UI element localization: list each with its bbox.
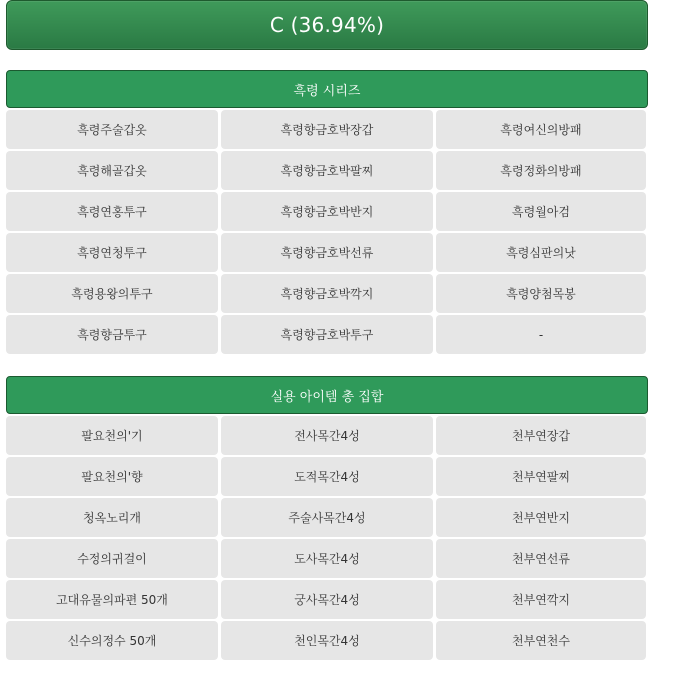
result-banner [6, 0, 648, 50]
item-cell[interactable] [436, 621, 646, 660]
item-label: 흑령향금호박장갑 [280, 123, 374, 137]
item-cell[interactable] [221, 151, 433, 190]
item-label: 천부연깍지 [512, 593, 570, 607]
item-label: 고대유물의파편 50개 [56, 593, 168, 607]
item-cell[interactable] [6, 621, 218, 660]
item-label: 흑령향금호박선류 [280, 246, 374, 260]
item-label: 흑령정화의방패 [500, 164, 582, 178]
item-cell[interactable] [6, 315, 218, 354]
item-label: 도적목간4성 [294, 470, 360, 484]
item-grid [6, 416, 648, 660]
section-utility-items [6, 376, 648, 660]
item-label: 흑령심판의낫 [506, 246, 576, 260]
item-cell[interactable] [436, 416, 646, 455]
item-cell[interactable] [6, 498, 218, 537]
item-label: 신수의정수 50개 [67, 634, 157, 648]
section-header [6, 376, 648, 414]
item-label: 전사목간4성 [294, 429, 360, 443]
item-cell[interactable] [436, 151, 646, 190]
item-cell[interactable] [221, 621, 433, 660]
item-grid [6, 110, 648, 354]
item-label: 팔요천의'향 [81, 470, 143, 484]
item-cell[interactable] [221, 498, 433, 537]
item-label: 천부연천수 [512, 634, 570, 648]
item-cell[interactable] [6, 110, 218, 149]
item-cell[interactable] [221, 416, 433, 455]
item-label: 흑령용왕의투구 [71, 287, 153, 301]
item-cell[interactable] [6, 539, 218, 578]
item-label: 흑령연청투구 [77, 246, 147, 260]
item-label: 흑령향금호박깍지 [280, 287, 374, 301]
item-cell[interactable] [6, 580, 218, 619]
item-label: 흑령향금호박팔찌 [280, 164, 374, 178]
item-cell[interactable] [436, 233, 646, 272]
item-cell[interactable] [221, 457, 433, 496]
item-cell[interactable] [6, 274, 218, 313]
item-cell[interactable] [221, 192, 433, 231]
item-cell[interactable] [6, 416, 218, 455]
item-label: - [538, 327, 544, 342]
section-black-series [6, 70, 648, 354]
item-cell[interactable] [6, 233, 218, 272]
item-cell[interactable] [221, 539, 433, 578]
item-label: 흑령월아검 [512, 205, 570, 219]
item-label: 천부연장갑 [512, 429, 570, 443]
item-label: 청옥노리개 [83, 511, 141, 525]
item-cell[interactable] [221, 110, 433, 149]
section-title: 흑령 시리즈 [293, 83, 361, 99]
item-label: 궁사목간4성 [294, 593, 360, 607]
item-cell[interactable] [436, 539, 646, 578]
item-label: 흑령양첨목봉 [506, 287, 576, 301]
item-label: 흑령연홍투구 [77, 205, 147, 219]
item-cell[interactable] [436, 274, 646, 313]
item-cell[interactable] [436, 110, 646, 149]
item-cell[interactable] [436, 457, 646, 496]
item-label: 천부연선류 [512, 552, 570, 566]
item-label: 팔요천의'기 [81, 429, 143, 443]
item-label: 흑령주술갑옷 [77, 123, 147, 137]
item-label: 흑령해골갑옷 [77, 164, 147, 178]
item-cell[interactable] [436, 498, 646, 537]
item-label: 천인목간4성 [294, 634, 360, 648]
item-label: 천부연반지 [512, 511, 570, 525]
item-cell[interactable] [6, 151, 218, 190]
item-cell[interactable] [221, 233, 433, 272]
item-cell[interactable] [436, 192, 646, 231]
item-cell[interactable] [221, 315, 433, 354]
item-label: 천부연팔찌 [512, 470, 570, 484]
section-title: 실용 아이템 총 집합 [270, 389, 384, 405]
item-cell[interactable] [221, 274, 433, 313]
item-cell[interactable] [6, 192, 218, 231]
item-cell[interactable] [6, 457, 218, 496]
item-label: 흑령향금호박투구 [280, 328, 374, 342]
result-banner-text: C (36.94%) [269, 13, 385, 37]
item-cell-empty [436, 315, 646, 354]
item-label: 수정의귀걸이 [77, 552, 147, 566]
item-label: 흑령향금호박반지 [280, 205, 374, 219]
item-label: 흑령향금투구 [77, 328, 147, 342]
item-cell[interactable] [436, 580, 646, 619]
section-header [6, 70, 648, 108]
item-cell[interactable] [221, 580, 433, 619]
item-label: 도사목간4성 [294, 552, 360, 566]
item-label: 주술사목간4성 [288, 511, 366, 525]
item-label: 흑령여신의방패 [500, 123, 582, 137]
